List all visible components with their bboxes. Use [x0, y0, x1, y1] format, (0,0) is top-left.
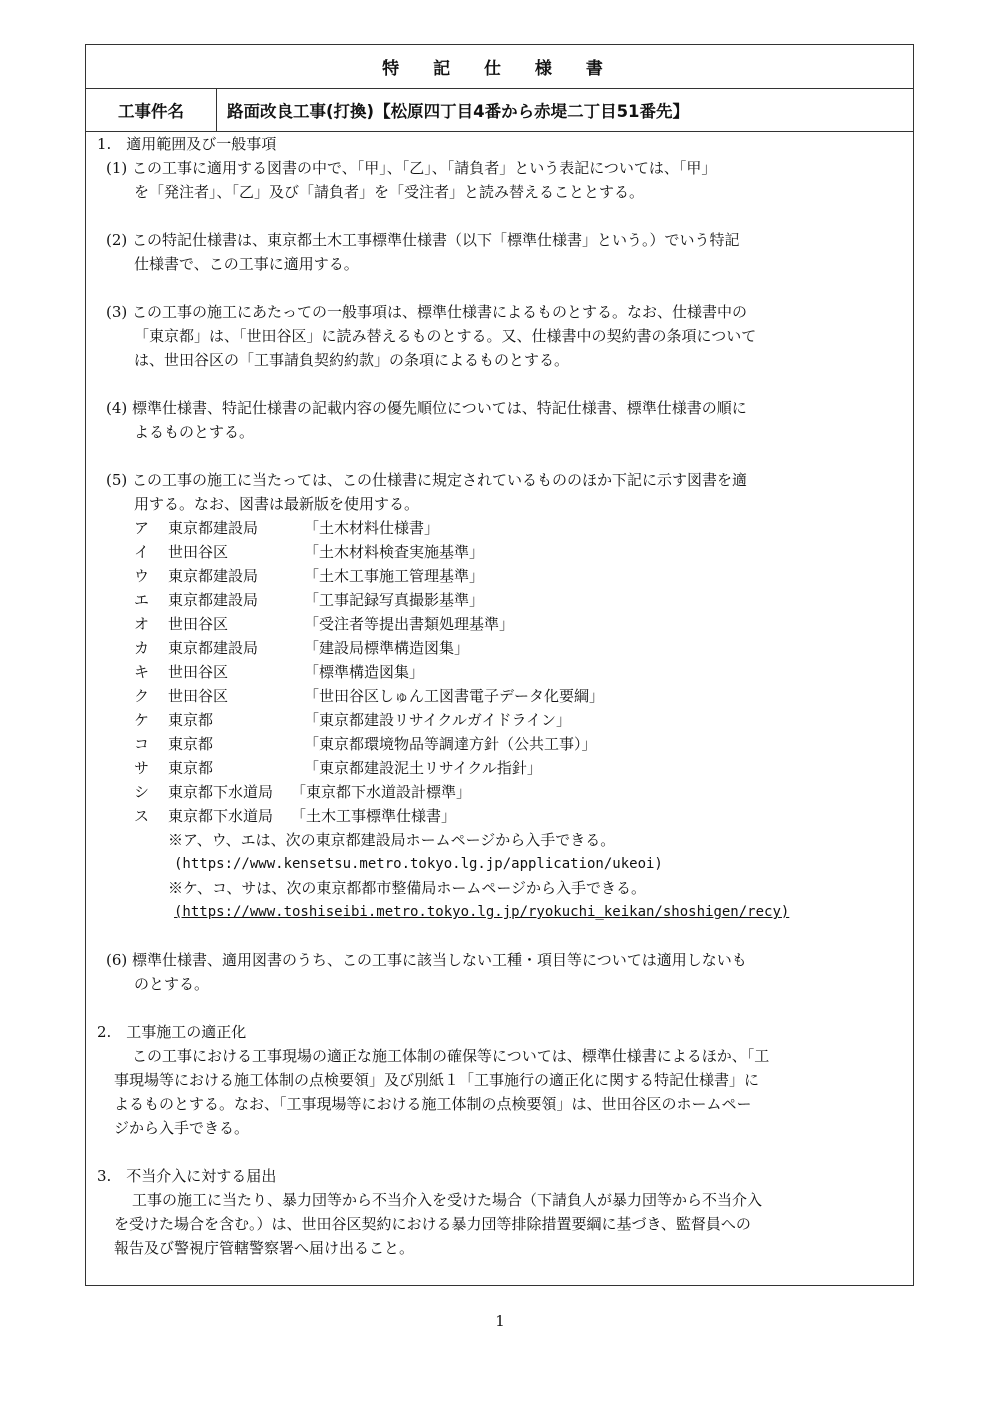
spec-document-frame [85, 44, 914, 1286]
reference-item: ア 東京都建設局 「土木材料仕様書」 [134, 519, 440, 537]
clause-1-6-cont: のとする。 [134, 975, 210, 993]
clause-1-2: (2) この特記仕様書は、東京都土木工事標準仕様書（以下「標準仕様書」という。）でいう特記 [106, 231, 740, 249]
page-number: 1 [495, 1312, 505, 1330]
reference-item: オ 世田谷区 「受注者等提出書類処理基準」 [134, 615, 515, 633]
section-2-heading: 2. 工事施工の適正化 [97, 1023, 247, 1041]
project-row [86, 89, 913, 132]
clause-1-6: (6) 標準仕様書、適用図書のうち、この工事に該当しない工種・項目等については適用しないも [106, 951, 747, 969]
note-kensetsu: ※ア、ウ、エは、次の東京都建設局ホームページから入手できる。 [168, 831, 616, 849]
section-1-heading: 1. 適用範囲及び一般事項 [97, 135, 277, 153]
section-3-paragraph-cont: 報告及び警視庁管轄警察署へ届け出ること。 [114, 1239, 415, 1257]
reference-item: カ 東京都建設局 「建設局標準構造図集」 [134, 639, 470, 657]
clause-1-1-cont: を「発注者」、「乙」及び「請負者」を「受注者」と読み替えることとする。 [134, 183, 645, 201]
reference-item: エ 東京都建設局 「工事記録写真撮影基準」 [134, 591, 485, 609]
note-toshiseibi: ※ケ、コ、サは、次の東京都都市整備局ホームページから入手できる。 [168, 879, 647, 897]
clause-1-2-cont: 仕様書で、この工事に適用する。 [134, 255, 359, 273]
clause-1-4-cont: よるものとする。 [134, 423, 255, 441]
project-name: 路面改良工事(打換)【松原四丁目4番から赤堤二丁目51番先】 [227, 102, 690, 121]
section-2-paragraph-cont: よるものとする。なお、「工事現場等における施工体制の点検要領」は、世田谷区のホームペー [114, 1095, 752, 1113]
document-title: 特 記 仕 様 書 [86, 45, 913, 89]
reference-item: キ 世田谷区 「標準構造図集」 [134, 663, 425, 681]
reference-item: ス 東京都下水道局 「土木工事標準仕様書」 [134, 807, 457, 825]
reference-item: コ 東京都 「東京都環境物品等調達方針（公共工事）」 [134, 735, 597, 753]
reference-item: ク 世田谷区 「世田谷区しゅん工図書電子データ化要綱」 [134, 687, 605, 705]
section-3-paragraph-cont: を受けた場合を含む。）は、世田谷区契約における暴力団等排除措置要綱に基づき、監督員への [114, 1215, 751, 1233]
section-3-paragraph: 工事の施工に当たり、暴力団等から不当介入を受けた場合（下請負人が暴力団等から不当介入 [132, 1191, 763, 1209]
clause-1-1: (1) この工事に適用する図書の中で、「甲」、「乙」、「請負者」という表記については、「甲」 [106, 159, 717, 177]
clause-1-4: (4) 標準仕様書、特記仕様書の記載内容の優先順位については、特記仕様書、標準仕様書の順に [106, 399, 747, 417]
clause-1-5-cont: 用する。なお、図書は最新版を使用する。 [134, 495, 420, 513]
clause-1-3-cont: 「東京都」は、「世田谷区」に読み替えるものとする。又、仕様書中の契約書の条項について [134, 327, 757, 345]
clause-1-3: (3) この工事の施工にあたっての一般事項は、標準仕様書によるものとする。なお、仕様書中の [106, 303, 748, 321]
reference-item: ケ 東京都 「東京都建設リサイクルガイドライン」 [134, 711, 572, 729]
clause-1-3-cont: は、世田谷区の「工事請負契約約款」の条項によるものとする。 [134, 351, 570, 369]
section-2-paragraph-cont: ジから入手できる。 [114, 1119, 250, 1137]
kensetsu-url[interactable]: (https://www.kensetsu.metro.tokyo.lg.jp/application/ukeoi) [174, 856, 663, 872]
reference-item: サ 東京都 「東京都建設泥土リサイクル指針」 [134, 759, 542, 777]
section-2-paragraph-cont: 事現場等における施工体制の点検要領」及び別紙１「工事施行の適正化に関する特記仕様書」に [114, 1071, 760, 1089]
section-2-paragraph: この工事における工事現場の適正な施工体制の確保等については、標準仕様書によるほか、「工 [132, 1047, 770, 1065]
section-3-heading: 3. 不当介入に対する届出 [97, 1167, 277, 1185]
reference-item: イ 世田谷区 「土木材料検査実施基準」 [134, 543, 485, 561]
clause-1-5: (5) この工事の施工に当たっては、この仕様書に規定されているもののほか下記に示す図書を適 [106, 471, 748, 489]
toshiseibi-url-link[interactable]: (https://www.toshiseibi.metro.tokyo.lg.jp/ryokuchi_keikan/shoshigen/recy) [174, 904, 790, 920]
reference-item: ウ 東京都建設局 「土木工事施工管理基準」 [134, 567, 485, 585]
project-label: 工事件名 [86, 89, 217, 131]
reference-item: シ 東京都下水道局 「東京都下水道設計標準」 [134, 783, 472, 801]
